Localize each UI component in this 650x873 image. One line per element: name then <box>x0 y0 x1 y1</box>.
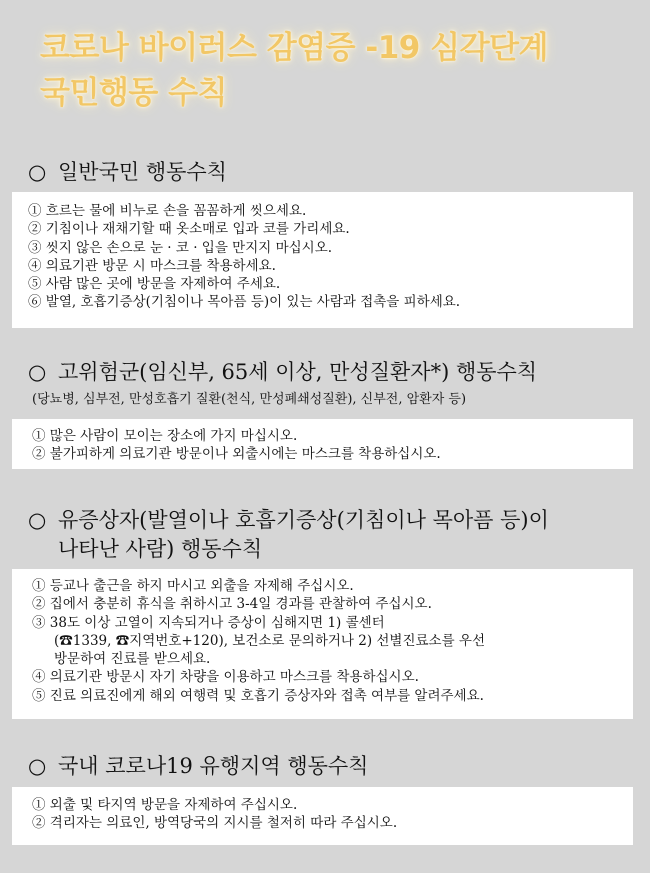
list-item-continuation: (☎1339, ☎지역번호+120), 보건소로 문의하거나 2) 선별진료소를 우선 <box>54 632 486 649</box>
heading-bullet: ○ <box>28 508 47 532</box>
page-title <box>40 26 548 116</box>
rules-box-high-risk <box>12 419 633 469</box>
list-item: ① 흐르는 물에 비누로 손을 꼼꼼하게 씻으세요. <box>28 203 307 219</box>
list-item: ② 기침이나 재채기할 때 옷소매로 입과 코를 가리세요. <box>28 221 350 238</box>
list-item: ⑤ 사람 많은 곳에 방문을 자제하여 주세요. <box>28 276 281 293</box>
heading-text: 일반국민 행동수칙 <box>58 160 227 184</box>
list-item: ⑥ 발열, 호흡기증상(기침이나 목아픔 등)이 있는 사람과 접촉을 피하세요. <box>28 294 461 311</box>
title-line-2: 국민행동 수칙 <box>40 75 227 111</box>
heading-bullet: ○ <box>28 754 47 778</box>
list-item: ④ 의료기관 방문 시 마스크를 착용하세요. <box>28 257 276 274</box>
heading-text: 국내 코로나19 유행지역 행동수칙 <box>58 754 369 778</box>
list-item-continuation: 방문하여 진료를 받으세요. <box>54 651 211 668</box>
list-item: ① 많은 사람이 모이는 장소에 가지 마십시오. <box>32 428 298 444</box>
list-item: ② 불가피하게 의료기관 방문이나 외출시에는 마스크를 착용하십시오. <box>32 446 441 463</box>
heading-text-line-2: 나타난 사람) 행동수칙 <box>58 537 263 561</box>
heading-text: 고위험군(임신부, 65세 이상, 만성질환자*) 행동수칙 <box>58 360 538 384</box>
heading-bullet: ○ <box>28 160 47 184</box>
title-line-1: 코로나 바이러스 감염증 -19 심각단계 <box>40 30 548 66</box>
section-heading-symptomatic <box>28 506 549 564</box>
section-heading-general <box>28 158 227 187</box>
list-item: ③ 씻지 않은 손으로 눈 · 코 · 입을 만지지 마십시오. <box>28 239 333 256</box>
section-heading-outbreak-region <box>28 752 368 781</box>
rules-box-symptomatic <box>12 569 633 719</box>
list-item: ⑤ 진료 의료진에게 해외 여행력 및 호흡기 증상자와 접촉 여부를 알려주세요. <box>32 687 484 704</box>
list-item: ① 외출 및 타지역 방문을 자제하여 주십시오. <box>32 797 298 813</box>
list-item: ① 등교나 출근을 하지 마시고 외출을 자제해 주십시오. <box>32 578 354 594</box>
list-item: ③ 38도 이상 고열이 지속되거나 증상이 심해지면 1) 콜센터 <box>32 614 385 631</box>
list-item: ② 격리자는 의료인, 방역당국의 지시를 철저히 따라 주십시오. <box>32 815 398 832</box>
high-risk-note: (당뇨병, 심부전, 만성호흡기 질환(천식, 만성폐쇄성질환), 신부전, 암환자 등) <box>32 392 467 407</box>
rules-box-general <box>12 192 633 328</box>
heading-text-line-1: 유증상자(발열이나 호흡기증상(기침이나 목아픔 등)이 <box>58 508 549 532</box>
list-item: ④ 의료기관 방문시 자기 차량을 이용하고 마스크를 착용하십시오. <box>32 669 419 686</box>
rules-box-outbreak-region <box>12 787 633 845</box>
heading-bullet: ○ <box>28 360 47 384</box>
list-item: ② 집에서 충분히 휴식을 취하시고 3-4일 경과를 관찰하여 주십시오. <box>32 596 432 613</box>
section-heading-high-risk <box>28 358 537 387</box>
